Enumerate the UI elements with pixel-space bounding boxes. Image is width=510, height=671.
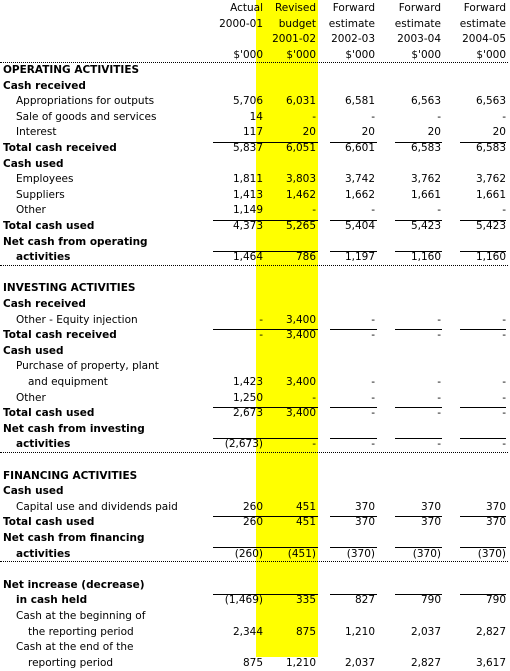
cell-c3: - (437, 438, 441, 451)
header-c1-line-1: budget (278, 17, 316, 30)
table-row (0, 172, 510, 188)
table-row (0, 562, 510, 578)
total-rule (330, 251, 377, 252)
header-c0-line-0: Actual (230, 2, 263, 14)
cell-c2: 370 (354, 500, 375, 513)
cell-c1: - (312, 438, 316, 451)
total-rule (258, 142, 318, 143)
section-divider (0, 452, 508, 453)
total-rule (330, 407, 377, 408)
row-label: the reporting period (28, 625, 134, 638)
row-label: reporting period (28, 656, 114, 669)
total-rule (395, 594, 442, 595)
total-rule (258, 407, 318, 408)
header-c3-line-3: $'000 (411, 48, 441, 61)
cell-c2: 3,742 (344, 173, 375, 186)
total-rule (460, 594, 506, 595)
header-c0-line-2: $'000 (233, 48, 263, 61)
total-rule (213, 516, 263, 517)
table-row (0, 391, 510, 407)
header-c4-line-0: Forward (463, 2, 506, 14)
row-label: FINANCING ACTIVITIES (3, 469, 138, 482)
cell-c4: 20 (492, 126, 506, 139)
table-row (0, 344, 510, 360)
table-row (0, 219, 510, 235)
cell-c1: 786 (295, 251, 316, 264)
total-rule (460, 220, 506, 221)
table-row (0, 79, 510, 95)
cell-c2: 1,197 (344, 251, 375, 264)
table-row (0, 281, 510, 297)
cell-c4: 790 (485, 594, 506, 607)
total-rule (330, 516, 377, 517)
header-c4-line-2: 2004-05 (462, 33, 506, 46)
cell-c1: 451 (295, 500, 316, 513)
cell-c2: - (371, 407, 375, 420)
cell-c3: - (437, 313, 441, 326)
row-label: Total cash received (3, 142, 117, 154)
table-row (0, 656, 510, 671)
total-rule (213, 142, 263, 143)
cell-c4: - (502, 407, 506, 420)
cell-c3: - (437, 110, 441, 123)
cell-c3: 6,583 (410, 142, 441, 154)
total-rule (395, 407, 442, 408)
total-rule (460, 251, 506, 252)
header-c3-line-2: 2003-04 (397, 33, 441, 46)
cell-c2: 827 (354, 594, 375, 607)
cell-c2: - (371, 329, 375, 342)
cell-c0: 14 (249, 110, 263, 123)
total-rule (258, 251, 318, 252)
cell-c1: (451) (287, 547, 316, 560)
total-rule (395, 547, 442, 548)
row-label: Other (16, 204, 46, 217)
cell-c0: (2,673) (224, 438, 263, 451)
cell-c0: 2,344 (232, 625, 263, 638)
cell-c1: 875 (295, 625, 316, 638)
total-rule (460, 547, 506, 548)
cell-c0: 260 (242, 500, 263, 513)
table-row (0, 141, 510, 157)
row-label: OPERATING ACTIVITIES (3, 64, 140, 76)
table-row (0, 609, 510, 625)
table-row (0, 110, 510, 126)
cell-c4: 370 (485, 500, 506, 513)
table-row (0, 297, 510, 313)
row-label: Cash at the end of the (16, 641, 134, 654)
total-rule (460, 329, 506, 330)
row-label: Net cash from financing (3, 532, 145, 544)
table-row (0, 375, 510, 391)
table-row (0, 547, 510, 563)
total-rule (330, 220, 377, 221)
cell-c3: - (437, 376, 441, 388)
cell-c1: 1,210 (285, 656, 316, 669)
total-rule (213, 329, 263, 330)
table-row (0, 406, 510, 422)
header-c2-line-2: 2002-03 (331, 33, 375, 46)
cell-c1: 335 (295, 594, 316, 607)
cell-c0: - (259, 313, 263, 326)
row-label: Total cash used (3, 407, 95, 420)
table-row (0, 484, 510, 500)
cell-c2: 6,581 (344, 95, 375, 108)
header-c1-line-0: Revised (274, 2, 316, 14)
cell-c3: 1,160 (410, 251, 441, 264)
cell-c3: 6,563 (410, 95, 441, 108)
row-label: Cash used (3, 344, 64, 357)
header-c2-line-3: $'000 (345, 48, 375, 61)
cell-c1: 6,031 (285, 95, 316, 108)
row-label: Total cash used (3, 220, 95, 232)
cell-c2: - (371, 110, 375, 123)
cell-c0: 1,423 (232, 376, 263, 388)
table-row (0, 328, 510, 344)
cell-c0: (1,469) (224, 594, 263, 607)
header-c1-line-2: 2001-02 (272, 33, 316, 46)
row-label: INVESTING ACTIVITIES (3, 282, 136, 295)
cell-c3: 370 (420, 500, 441, 513)
cell-c2: - (371, 391, 375, 404)
cell-c3: 1,661 (410, 188, 441, 201)
cell-c2: 1,210 (344, 625, 375, 638)
table-row (0, 531, 510, 547)
total-rule (258, 329, 318, 330)
header-c4-line-1: estimate (459, 17, 506, 30)
cell-c3: - (437, 407, 441, 420)
cell-c0: 260 (242, 516, 263, 529)
header-c0-line-1: 2000-01 (219, 17, 263, 30)
row-label: activities (16, 251, 71, 264)
total-rule (395, 220, 442, 221)
row-label: Cash used (3, 157, 64, 170)
row-label: Net cash from operating (3, 235, 148, 248)
cell-c4: - (502, 391, 506, 404)
cell-c3: 5,423 (410, 220, 441, 232)
table-row (0, 593, 510, 609)
header-c2-line-0: Forward (332, 2, 375, 14)
total-rule (460, 438, 506, 439)
section-divider (0, 265, 508, 266)
cell-c4: - (502, 376, 506, 388)
total-rule (258, 547, 318, 548)
table-row (0, 453, 510, 469)
cell-c2: (370) (346, 547, 375, 560)
cell-c3: 370 (420, 516, 441, 529)
table-row (0, 578, 510, 594)
cell-c1: - (312, 391, 316, 404)
cell-c3: 2,827 (410, 656, 441, 669)
cell-c0: 1,250 (232, 391, 263, 404)
cell-c4: - (502, 329, 506, 342)
header-c4-line-3: $'000 (476, 48, 506, 61)
table-row (0, 640, 510, 656)
cell-c2: 1,662 (344, 188, 375, 201)
cell-c1: 3,400 (285, 313, 316, 326)
total-rule (460, 407, 506, 408)
total-rule (213, 407, 263, 408)
row-label: Appropriations for outputs (16, 95, 155, 108)
total-rule (395, 329, 442, 330)
table-row (0, 625, 510, 641)
row-label: activities (16, 438, 71, 451)
row-label: Net cash from investing (3, 422, 145, 435)
cell-c2: 6,601 (344, 142, 375, 154)
total-rule (330, 329, 377, 330)
cell-c4: 6,583 (475, 142, 506, 154)
cell-c2: 20 (361, 126, 375, 139)
total-rule (395, 142, 442, 143)
cell-c4: 5,423 (475, 220, 506, 232)
cell-c0: 1,811 (232, 173, 263, 186)
header-c2-line-1: estimate (328, 17, 375, 30)
table-row (0, 125, 510, 141)
cell-c4: - (502, 110, 506, 123)
cell-c0: 1,464 (232, 251, 263, 264)
total-rule (258, 438, 318, 439)
table-row (0, 313, 510, 329)
table-row (0, 515, 510, 531)
header-c1-line-3: $'000 (286, 48, 316, 61)
header-c3-line-1: estimate (394, 17, 441, 30)
cell-c4: - (502, 204, 506, 217)
row-label: Net increase (decrease) (3, 578, 145, 591)
table-row (0, 188, 510, 204)
cell-c0: 875 (242, 656, 263, 669)
cell-c1: 3,400 (285, 329, 316, 342)
cell-c1: - (312, 204, 316, 217)
total-rule (213, 594, 263, 595)
total-rule (330, 547, 377, 548)
cell-c0: 5,706 (232, 95, 263, 108)
cell-c0: 117 (242, 126, 263, 139)
cell-c0: 2,673 (232, 407, 263, 420)
cell-c0: 1,149 (232, 204, 263, 217)
table-row (0, 94, 510, 110)
cell-c4: - (502, 438, 506, 451)
total-rule (460, 142, 506, 143)
cell-c3: 3,762 (410, 173, 441, 186)
cell-c4: 1,661 (475, 188, 506, 201)
cell-c3: - (437, 204, 441, 217)
cell-c2: - (371, 313, 375, 326)
cell-c0: 4,373 (232, 220, 263, 232)
total-rule (330, 438, 377, 439)
total-rule (330, 142, 377, 143)
total-rule (213, 220, 263, 221)
row-label: and equipment (28, 376, 108, 388)
total-rule (258, 516, 318, 517)
table-row (0, 203, 510, 219)
cell-c4: 370 (485, 516, 506, 529)
cell-c3: 2,037 (410, 625, 441, 638)
table-row (0, 437, 510, 453)
cell-c0: - (259, 329, 263, 342)
cell-c1: - (312, 110, 316, 123)
cell-c4: 3,762 (475, 173, 506, 186)
cell-c4: 2,827 (475, 625, 506, 638)
row-label: Total cash received (3, 329, 117, 342)
header-c3-line-0: Forward (398, 2, 441, 14)
table-row (0, 500, 510, 516)
total-rule (213, 438, 263, 439)
cell-c1: 6,051 (285, 142, 316, 154)
cell-c0: 5,837 (232, 142, 263, 154)
table-row (0, 157, 510, 173)
row-label: Suppliers (16, 188, 65, 201)
cell-c1: 451 (295, 516, 316, 529)
table-row (0, 63, 510, 79)
cell-c2: 5,404 (344, 220, 375, 232)
table-row (0, 250, 510, 266)
cell-c2: 2,037 (344, 656, 375, 669)
cell-c3: 790 (420, 594, 441, 607)
cell-c4: 3,617 (475, 656, 506, 669)
cell-c3: - (437, 391, 441, 404)
cell-c4: - (502, 313, 506, 326)
row-label: Cash used (3, 485, 64, 498)
total-rule (213, 251, 263, 252)
table-row (0, 359, 510, 375)
cell-c1: 3,803 (285, 173, 316, 186)
table-row (0, 469, 510, 485)
table-row (0, 422, 510, 438)
row-label: Other - Equity injection (16, 313, 138, 326)
cell-c4: (370) (477, 547, 506, 560)
cell-c2: - (371, 204, 375, 217)
total-rule (395, 516, 442, 517)
cell-c3: 20 (427, 126, 441, 139)
cell-c1: 3,400 (285, 407, 316, 420)
table-row (0, 266, 510, 282)
row-label: Total cash used (3, 516, 95, 529)
total-rule (395, 438, 442, 439)
cell-c0: 1,413 (232, 188, 263, 201)
total-rule (213, 547, 263, 548)
row-label: Cash received (3, 79, 86, 92)
row-label: Cash at the beginning of (16, 610, 146, 622)
cell-c2: - (371, 376, 375, 388)
cell-c1: 20 (302, 126, 316, 139)
row-label: Purchase of property, plant (16, 360, 159, 373)
total-rule (395, 251, 442, 252)
total-rule (258, 594, 318, 595)
total-rule (258, 220, 318, 221)
cell-c4: 6,563 (475, 95, 506, 108)
row-label: Employees (16, 173, 74, 186)
cell-c1: 1,462 (285, 188, 316, 201)
cell-c3: - (437, 329, 441, 342)
row-label: Cash received (3, 298, 86, 310)
row-label: Other (16, 391, 46, 404)
row-label: in cash held (16, 594, 88, 607)
cell-c2: 370 (354, 516, 375, 529)
table-row (0, 235, 510, 251)
total-rule (330, 594, 377, 595)
total-rule (460, 516, 506, 517)
row-label: Sale of goods and services (16, 110, 157, 123)
row-label: Interest (16, 126, 57, 139)
row-label: activities (16, 547, 71, 560)
section-divider (0, 561, 508, 562)
cell-c0: (260) (234, 547, 263, 560)
cell-c3: (370) (412, 547, 441, 560)
cell-c1: 3,400 (285, 376, 316, 388)
cell-c4: 1,160 (475, 251, 506, 264)
row-label: Capital use and dividends paid (16, 500, 178, 513)
cell-c1: 5,265 (285, 220, 316, 232)
cell-c2: - (371, 438, 375, 451)
